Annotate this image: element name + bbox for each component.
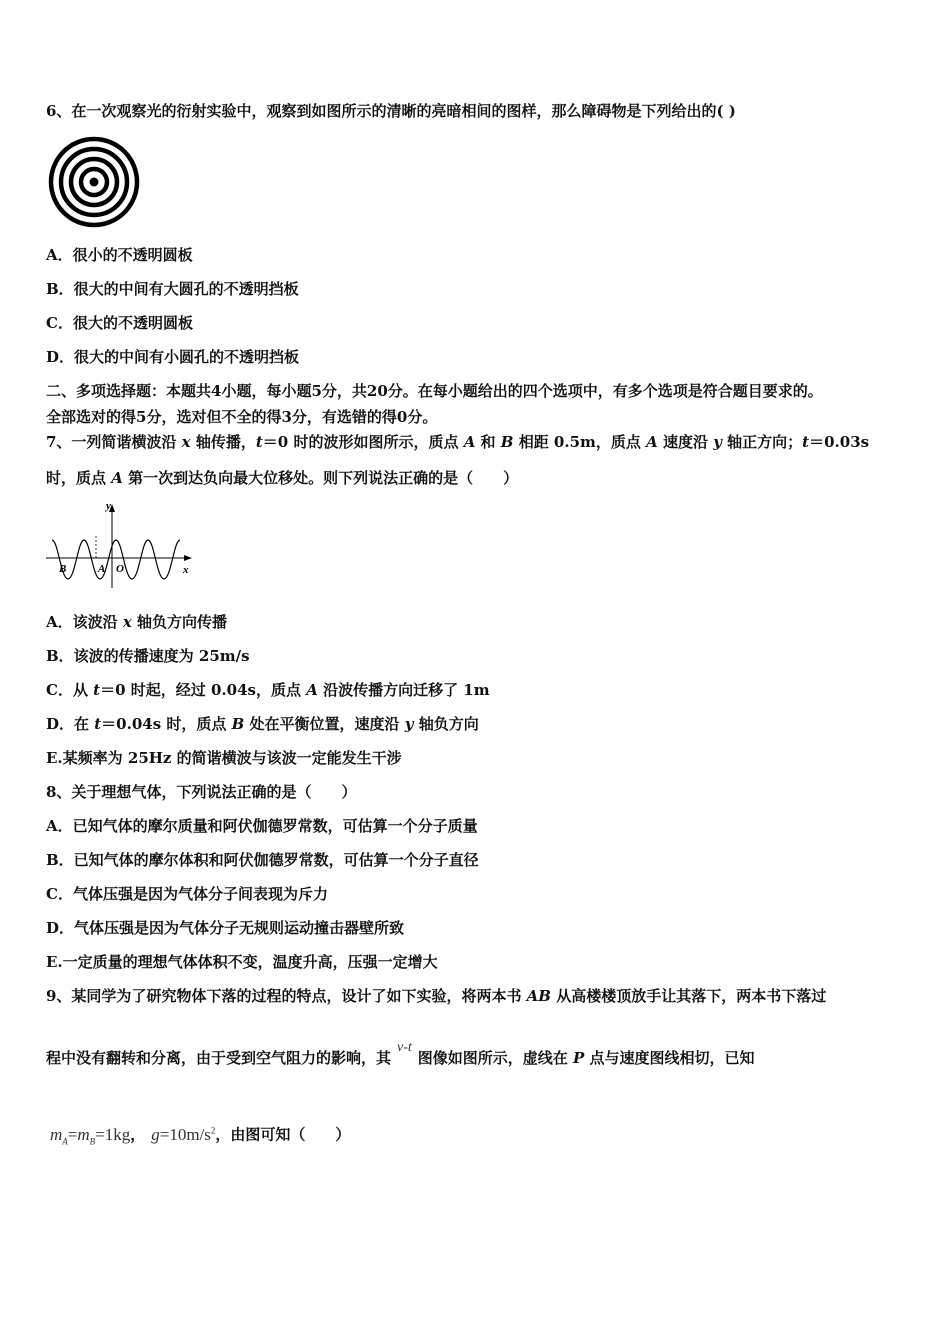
q8-option-d: D．气体压强是因为气体分子无规则运动撞击器壁所致 (46, 919, 405, 937)
wave-graph (44, 496, 194, 592)
q8-option-c: C．气体压强是因为气体分子间表现为斥力 (46, 885, 328, 903)
q9-stem-line3: $m_A=m_B=1kg$， $g=10m/s^2$，由图可知（ ） (50, 1124, 351, 1147)
point-b-label: B (59, 563, 67, 575)
diffraction-rings-figure (46, 134, 142, 230)
q6-option-d: D．很大的中间有小圆孔的不透明挡板 (46, 348, 300, 366)
center-spot (90, 178, 99, 187)
y-axis-label: y (106, 500, 111, 512)
q8-stem: 8、关于理想气体，下列说法正确的是（ ） (46, 783, 357, 801)
q8-option-b: B．已知气体的摩尔体积和阿伏伽德罗常数，可估算一个分子直径 (46, 851, 479, 869)
q8-option-a: A．已知气体的摩尔质量和阿伏伽德罗常数，可估算一个分子质量 (46, 817, 478, 835)
q7-option-e: E.某频率为 25Hz 的简谐横波与该波一定能发生干涉 (46, 749, 402, 767)
q7-option-c: C．从 t＝0 时起，经过 0.04s，质点 A 沿波传播方向迁移了 1m (46, 681, 490, 699)
q9-stem-line2: 程中没有翻转和分离，由于受到空气阻力的影响，其v-t图像如图所示，虚线在 P 点与速度图线相切，已知 (46, 1040, 755, 1067)
x-axis-label: x (183, 564, 189, 576)
q7-stem-line1: 7、一列简谐横波沿 x 轴传播，t＝0 时的波形如图所示，质点 A 和 B 相距 0.5m，质点 A 速度沿 y 轴正方向；t＝0.03s (46, 433, 870, 451)
section2-line2: 全部选对的得5分，选对但不全的得3分，有选错的得0分。 (46, 408, 438, 426)
section2-line1: 二、多项选择题：本题共4小题，每小题5分，共20分。在每小题给出的四个选项中，有多个选项是符合题目要求的。 (46, 382, 823, 400)
q6-option-c: C．很大的不透明圆板 (46, 314, 193, 332)
origin-label: O (116, 563, 124, 575)
mass-equation: $m_A=m_B=1kg$ (50, 1124, 131, 1147)
q7-option-a: A．该波沿 x 轴负方向传播 (46, 613, 228, 631)
point-a-label: A (98, 563, 106, 575)
q7-option-d: D．在 t＝0.04s 时，质点 B 处在平衡位置，速度沿 y 轴负方向 (46, 715, 479, 733)
q9-stem-line1: 9、某同学为了研究物体下落的过程的特点，设计了如下实验，将两本书 AB 从高楼楼顶放手让其落下，两本书下落过 (46, 987, 827, 1005)
q7-option-b: B．该波的传播速度为 25m/s (46, 647, 250, 665)
q6-option-a: A．很小的不透明圆板 (46, 246, 193, 264)
q6-option-b: B．很大的中间有大圆孔的不透明挡板 (46, 280, 299, 298)
q7-stem-line2: 时，质点 A 第一次到达负向最大位移处。则下列说法正确的是（ ） (46, 469, 519, 487)
q8-option-e: E.一定质量的理想气体体积不变，温度升高，压强一定增大 (46, 953, 438, 971)
q6-stem: 6、在一次观察光的衍射实验中，观察到如图所示的清晰的亮暗相间的图样，那么障碍物是下列给出的( ) (46, 102, 736, 120)
x-axis-arrow (184, 555, 192, 561)
gravity-equation: $g=10m/s^2$ (151, 1124, 216, 1144)
vt-symbol: v-t (397, 1040, 412, 1055)
